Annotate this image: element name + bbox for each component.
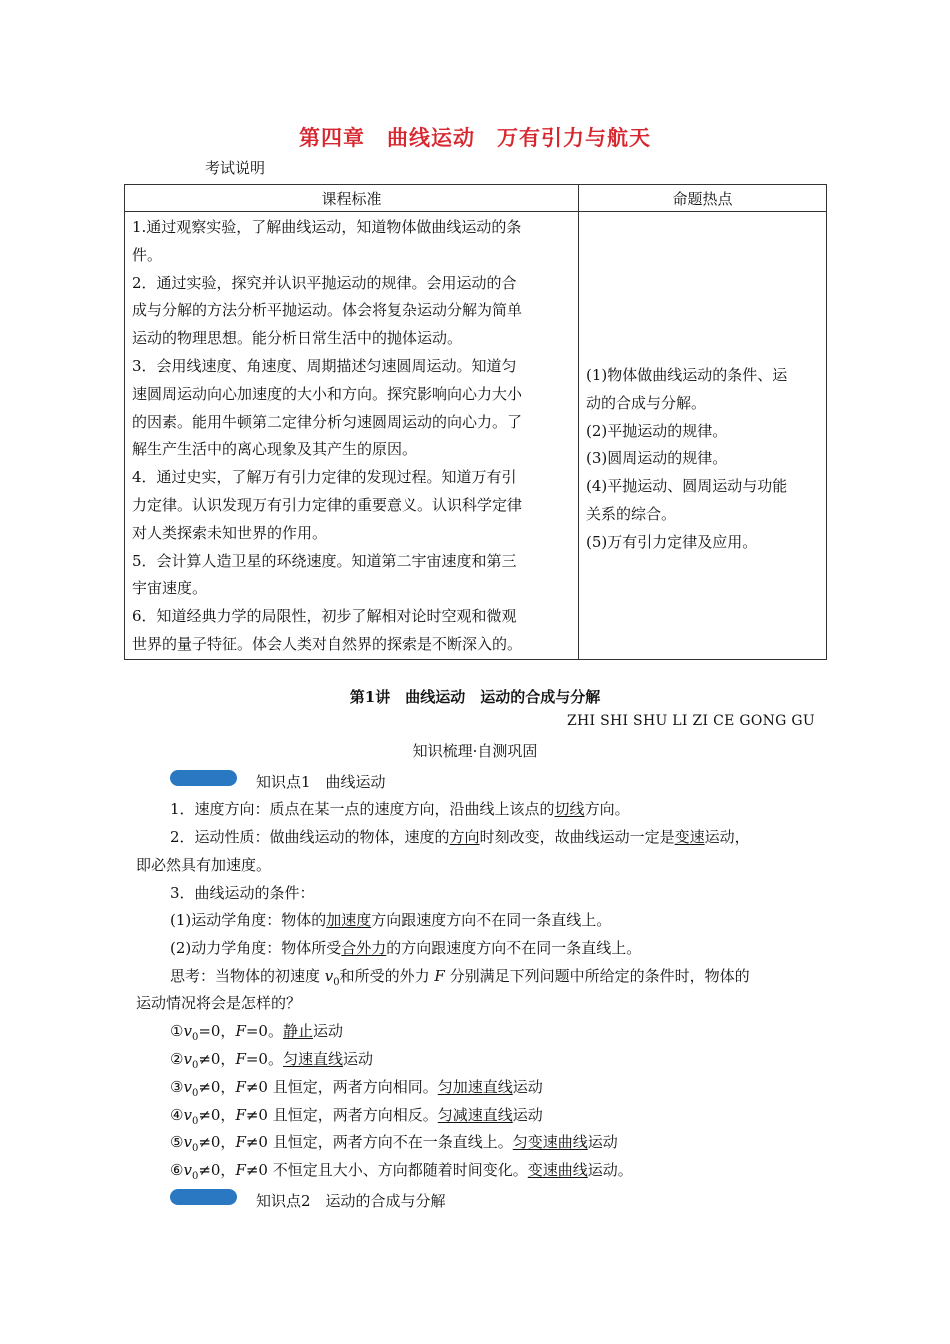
hotspot-line: (5)万有引力定律及应用。: [586, 532, 758, 551]
case-number: ②: [170, 1050, 184, 1068]
text: 运动: [512, 1106, 543, 1124]
symbol-sub: 0: [191, 1171, 199, 1182]
standards-lines: [125, 212, 578, 659]
text: 1．速度方向：质点在某一点的速度方向，沿曲线上该点的: [170, 800, 555, 818]
text: ≠0 不恒定且大小、方向都随着时间变化。: [245, 1161, 528, 1179]
answer-blank: 匀减速直线: [437, 1106, 513, 1124]
kp1-para-1: [170, 799, 630, 819]
standards-table: [124, 184, 827, 660]
standards-line: 解生产生活中的离心现象及其产生的原因。: [132, 440, 418, 459]
symbol-f: F: [235, 1078, 246, 1096]
hotspot-line: (3)圆周运动的规律。: [586, 449, 728, 468]
hotspot-line: 动的合成与分解。: [586, 393, 707, 412]
standards-line: 5．会计算人造卫星的环绕速度。知道第二宇宙速度和第三: [132, 551, 517, 570]
symbol-sub: 0: [191, 1088, 199, 1099]
text: 的方向跟速度方向不在同一条直线上。: [386, 939, 642, 957]
standards-cell: [125, 212, 579, 660]
standards-line: 1.通过观察实验，了解曲线运动，知道物体做曲线运动的条: [132, 218, 522, 236]
text: 和所受的外力: [339, 967, 435, 985]
kp1-para-3b: [170, 938, 641, 958]
answer-blank: 合外力: [341, 939, 387, 957]
symbol-sub: 0: [191, 1143, 199, 1154]
answer-blank: 匀加速直线: [437, 1078, 513, 1096]
kp1-para-2b: 即必然具有加速度。: [136, 856, 272, 874]
answer-blank: 变速: [674, 828, 705, 846]
text: ≠0，: [198, 1050, 236, 1068]
exam-label: 考试说明: [205, 159, 266, 177]
case-number: ⑤: [170, 1133, 184, 1151]
text: =0，: [198, 1022, 236, 1040]
text: ≠0，: [198, 1133, 236, 1151]
answer-blank: 加速度: [326, 911, 372, 929]
text: ≠0，: [198, 1078, 236, 1096]
symbol-v: v: [324, 967, 334, 985]
kp1-title: 知识点1 曲线运动: [256, 773, 386, 791]
answer-blank: 静止: [282, 1022, 313, 1040]
hotspot-lines: [579, 212, 826, 557]
lecture-title: 第1讲 曲线运动 运动的合成与分解: [349, 688, 601, 706]
text: 运动: [587, 1133, 618, 1151]
symbol-sub: 0: [333, 977, 340, 988]
symbol-v: v: [183, 1106, 192, 1124]
text: (1)运动学角度：物体的: [170, 911, 327, 929]
text: ≠0，: [198, 1106, 236, 1124]
text: 分别满足下列问题中所给定的条件时，物体的: [444, 967, 750, 985]
text: ≠0 且恒定，两者方向相同。: [245, 1078, 438, 1096]
text: (2)动力学角度：物体所受: [170, 939, 342, 957]
case-number: ③: [170, 1078, 184, 1096]
case-row: [170, 1049, 373, 1076]
symbol-v: v: [183, 1078, 192, 1096]
hotspot-line: 关系的综合。: [586, 504, 677, 523]
header-standards: 课程标准: [125, 185, 579, 212]
case-row: [170, 1077, 543, 1104]
symbol-sub: 0: [191, 1116, 199, 1127]
symbol-f: F: [235, 1022, 246, 1040]
pinyin-heading: ZHI SHI SHU LI ZI CE GONG GU: [566, 713, 815, 729]
symbol-f: F: [235, 1050, 246, 1068]
text: 运动，: [704, 828, 750, 846]
text: 方向。: [584, 800, 630, 818]
text: 运动: [343, 1050, 374, 1068]
standards-line: 件。: [132, 245, 163, 264]
symbol-v: v: [183, 1022, 192, 1040]
symbol-sub: 0: [191, 1032, 199, 1043]
standards-line: 宇宙速度。: [132, 579, 208, 598]
section-subtitle: 知识梳理·自测巩固: [412, 742, 538, 760]
symbol-sub: 0: [191, 1060, 199, 1071]
hotspot-line: (2)平抛运动的规律。: [586, 421, 728, 440]
answer-blank: 匀变速曲线: [512, 1133, 588, 1151]
text: 方向跟速度方向不在同一条直线上。: [371, 911, 612, 929]
kp2-title: 知识点2 运动的合成与分解: [256, 1192, 446, 1210]
symbol-f: F: [434, 967, 445, 985]
header-hotspots: 命题热点: [579, 185, 827, 212]
case-number: ④: [170, 1106, 184, 1124]
text: 思考：当物体的初速度: [170, 967, 325, 985]
answer-blank: 变速曲线: [527, 1161, 588, 1179]
standards-line: 4．通过史实，了解万有引力定律的发现过程。知道万有引: [132, 468, 517, 487]
text: ≠0 且恒定，两者方向不在一条直线上。: [245, 1133, 513, 1151]
kp1-para-2: [170, 827, 750, 847]
text: 运动: [313, 1022, 344, 1040]
answer-blank: 切线: [554, 800, 585, 818]
case-number: ①: [170, 1022, 184, 1040]
text: ≠0，: [198, 1161, 236, 1179]
kp1-para-3a: [170, 910, 611, 930]
symbol-f: F: [235, 1106, 246, 1124]
text: 时刻改变，故曲线运动一定是: [479, 828, 675, 846]
answer-blank: 匀速直线: [282, 1050, 343, 1068]
case-row: [170, 1160, 633, 1187]
kp2-marker: [170, 1189, 237, 1205]
hotspots-cell: [579, 212, 827, 660]
kp1-marker: [170, 770, 237, 786]
kp1-think: [170, 966, 750, 993]
standards-line: 2．通过实验，探究并认识平抛运动的规律。会用运动的合: [132, 273, 517, 292]
hotspot-line: (4)平抛运动、圆周运动与功能: [586, 477, 788, 496]
symbol-f: F: [235, 1133, 246, 1151]
case-number: ⑥: [170, 1161, 184, 1179]
answer-blank: 方向: [449, 828, 480, 846]
case-row: [170, 1021, 343, 1048]
case-row: [170, 1132, 618, 1159]
chapter-title: 第四章 曲线运动 万有引力与航天: [299, 125, 651, 150]
standards-line: 3．会用线速度、角速度、周期描述匀速圆周运动。知道匀: [132, 356, 517, 375]
standards-line: 速圆周运动向心加速度的大小和方向。探究影响向心力大小: [132, 384, 523, 403]
standards-line: 的因素。能用牛顿第二定律分析匀速圆周运动的向心力。了: [132, 412, 523, 431]
standards-line: 6．知道经典力学的局限性，初步了解相对论时空观和微观: [132, 607, 517, 626]
hotspot-line: (1)物体做曲线运动的条件、运: [586, 366, 788, 384]
kp1-think-2: 运动情况将会是怎样的？: [136, 994, 302, 1012]
kp1-para-3: 3．曲线运动的条件：: [170, 884, 315, 902]
symbol-v: v: [183, 1133, 192, 1151]
standards-line: 对人类探索未知世界的作用。: [132, 523, 328, 542]
symbol-v: v: [183, 1161, 192, 1179]
standards-line: 力定律。认识发现万有引力定律的重要意义。认识科学定律: [132, 495, 523, 514]
standards-line: 运动的物理思想。能分析日常生活中的抛体运动。: [132, 329, 463, 348]
standards-line: 成与分解的方法分析平抛运动。体会将复杂运动分解为简单: [132, 301, 523, 320]
standards-line: 世界的量子特征。体会人类对自然界的探索是不断深入的。: [132, 634, 523, 653]
text: =0。: [245, 1050, 283, 1068]
symbol-f: F: [235, 1161, 246, 1179]
case-row: [170, 1105, 543, 1132]
text: 运动。: [587, 1161, 633, 1179]
text: ≠0 且恒定，两者方向相反。: [245, 1106, 438, 1124]
text: 运动: [512, 1078, 543, 1096]
text: 2．运动性质：做曲线运动的物体，速度的: [170, 828, 450, 846]
symbol-v: v: [183, 1050, 192, 1068]
text: =0。: [245, 1022, 283, 1040]
